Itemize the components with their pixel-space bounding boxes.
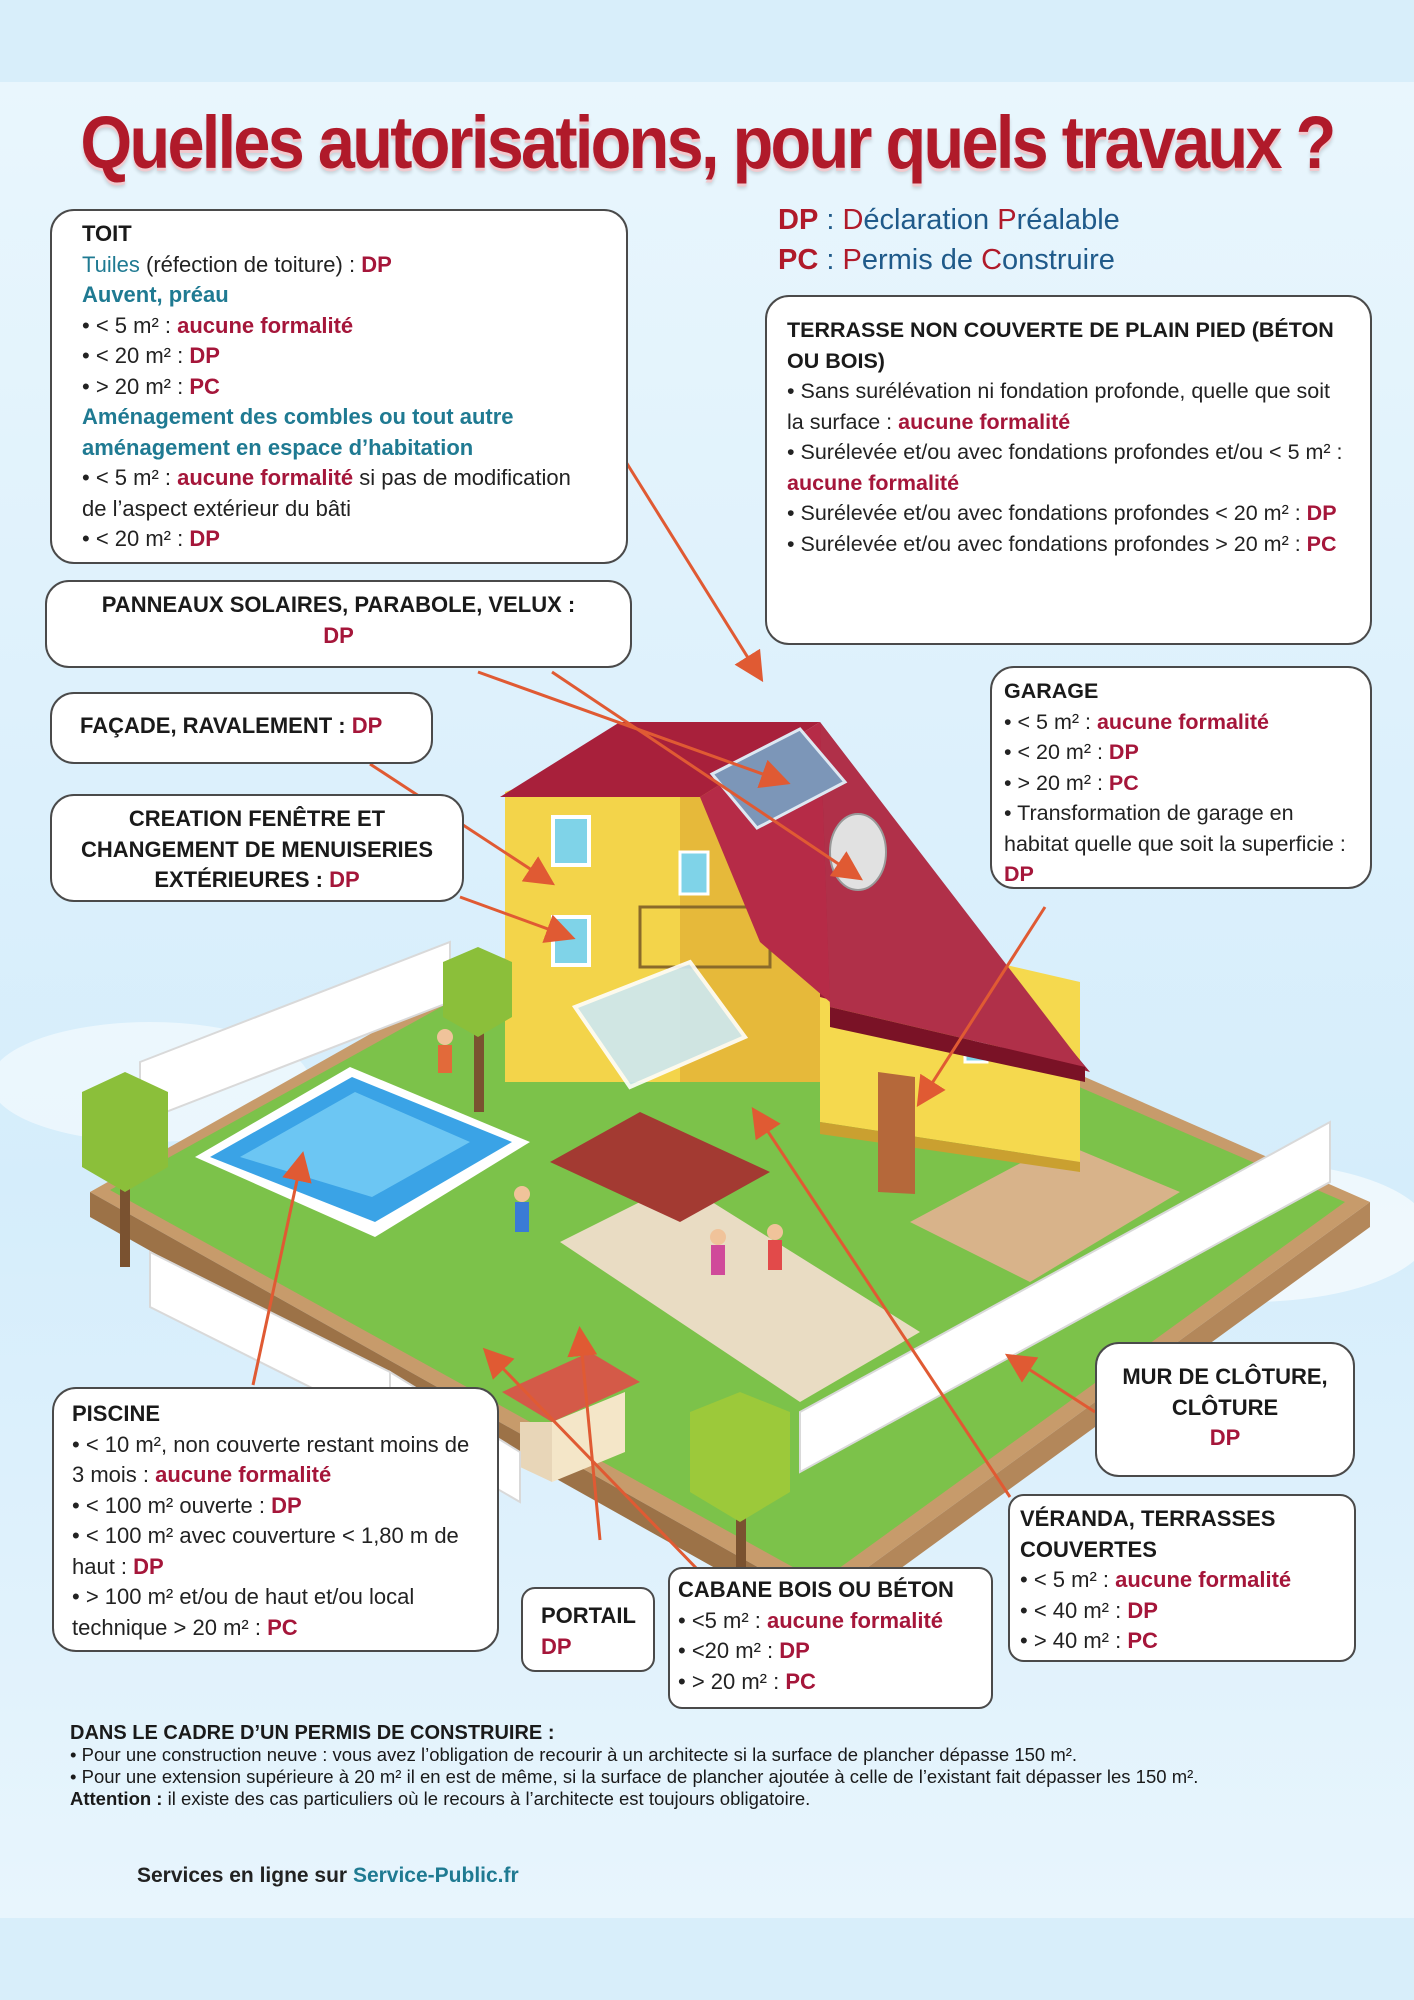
fenetre-line: CREATION FENÊTRE ET — [128, 806, 386, 831]
garage-bullet: • Transformation de garage en habitat quelle que soit la superficie : DP — [1004, 801, 1346, 886]
piscine-bullet: • < 100 m² avec couverture < 1,80 m de haut : DP — [72, 1523, 459, 1579]
page-title: Quelles autorisations, pour quels travaux ? — [80, 101, 1334, 184]
panneaux-dp: DP — [323, 622, 354, 648]
legend-pc: PC : Permis de Construire — [778, 244, 1115, 276]
facade-box — [50, 692, 433, 764]
piscine-bullet: • < 10 m², non couverte restant moins de 3 mois : aucune formalité — [72, 1431, 470, 1487]
service-public-link[interactable]: Service-Public.fr — [352, 1864, 519, 1887]
veranda-box — [1008, 1494, 1356, 1662]
toit-bullet: • < 5 m² : aucune formalité si pas de modification de l’aspect extérieur du bâti — [82, 465, 571, 521]
terrasse-bullet: • Surélevée et/ou avec fondations profondes et/ou < 5 m² : aucune formalité — [787, 440, 1343, 495]
portail-dp: DP — [541, 1633, 572, 1659]
footer-text: Services en ligne sur — [137, 1864, 353, 1887]
cabane-bullet: • > 20 m² : PC — [678, 1668, 816, 1694]
piscine-bullet: • > 100 m² et/ou de haut et/ou local technique > 20 m² : PC — [72, 1584, 415, 1640]
terrasse-box — [765, 295, 1372, 645]
footer — [137, 1864, 519, 1888]
mur-box — [1095, 1342, 1355, 1477]
cabane-bullet: • <5 m² : aucune formalité — [678, 1607, 944, 1633]
garage-bullet: • > 20 m² : PC — [1004, 770, 1139, 795]
cabane-bullet: • <20 m² : DP — [678, 1638, 810, 1663]
fenetre-line: CHANGEMENT DE MENUISERIES — [80, 836, 434, 862]
toit-bullet: • < 20 m² : DP — [82, 343, 220, 368]
permis-notes — [70, 1722, 1370, 1810]
toit-amenagement: Aménagement des combles ou tout autre aménagement en espace d’habitation — [82, 404, 514, 460]
notes-heading: DANS LE CADRE D’UN PERMIS DE CONSTRUIRE : — [70, 1722, 555, 1744]
garage-bullet: • < 5 m² : aucune formalité — [1004, 709, 1269, 734]
terrasse-bullet: • Surélevée et/ou avec fondations profondes < 20 m² : DP — [787, 501, 1337, 525]
panneaux-box — [45, 580, 632, 668]
panneaux-text: PANNEAUX SOLAIRES, PARABOLE, VELUX : — [101, 592, 576, 617]
mur-line: MUR DE CLÔTURE, — [1122, 1364, 1328, 1389]
cabane-box — [668, 1567, 993, 1709]
poster — [0, 82, 1414, 1918]
fenetre-box — [50, 794, 464, 902]
garage-box — [990, 666, 1372, 889]
toit-auvent: Auvent, préau — [82, 282, 229, 307]
legend-dp: DP : Déclaration Préalable — [778, 204, 1120, 236]
facade-dp: DP — [351, 713, 383, 738]
garage-heading: GARAGE — [1004, 679, 1099, 703]
terrasse-bullet: • Sans surélévation ni fondation profonde, quelle que soit la surface : aucune formalité — [787, 379, 1331, 434]
fenetre-line: EXTÉRIEURES : DP — [154, 867, 360, 892]
cabane-heading: CABANE BOIS OU BÉTON — [678, 1577, 954, 1602]
portail-box — [521, 1587, 655, 1672]
terrasse-heading: TERRASSE NON COUVERTE DE PLAIN PIED (BÉTON OU BOIS) — [787, 318, 1334, 373]
facade-text: FAÇADE, RAVALEMENT : — [80, 713, 352, 738]
toit-bullet: • > 20 m² : PC — [82, 373, 220, 399]
notes-line: • Pour une extension supérieure à 20 m² il en est de même, si la surface de plancher ajoutée à celle de l’existant fait dépasser les 150 m². — [70, 1766, 1199, 1787]
garage-bullet: • < 20 m² : DP — [1004, 740, 1139, 764]
toit-heading: TOIT — [82, 221, 132, 246]
toit-tuiles: Tuiles (réfection de toiture) : DP — [82, 251, 392, 277]
notes-attention: Attention : il existe des cas particuliers où le recours à l’architecte est toujours obligatoire. — [70, 1788, 811, 1809]
mur-line: CLÔTURE — [1171, 1394, 1279, 1420]
notes-line: • Pour une construction neuve : vous avez l’obligation de recourir à un architecte si la surface de plancher dépasse 150 m². — [70, 1744, 1078, 1765]
toit-box — [50, 209, 628, 564]
toit-bullet: • < 5 m² : aucune formalité — [82, 312, 354, 338]
mur-dp: DP — [1209, 1425, 1241, 1450]
veranda-bullet: • < 40 m² : DP — [1020, 1597, 1158, 1623]
veranda-bullet: • > 40 m² : PC — [1020, 1628, 1158, 1653]
piscine-box — [52, 1387, 499, 1652]
veranda-bullet: • < 5 m² : aucune formalité — [1020, 1567, 1292, 1592]
terrasse-bullet: • Surélevée et/ou avec fondations profondes > 20 m² : PC — [787, 531, 1337, 556]
piscine-bullet: • < 100 m² ouverte : DP — [72, 1492, 302, 1518]
legend — [778, 200, 1120, 280]
veranda-heading: VÉRANDA, TERRASSES COUVERTES — [1020, 1506, 1276, 1562]
toit-bullet: • < 20 m² : DP — [82, 526, 220, 551]
piscine-heading: PISCINE — [72, 1401, 161, 1426]
portail-heading: PORTAIL — [541, 1603, 636, 1628]
